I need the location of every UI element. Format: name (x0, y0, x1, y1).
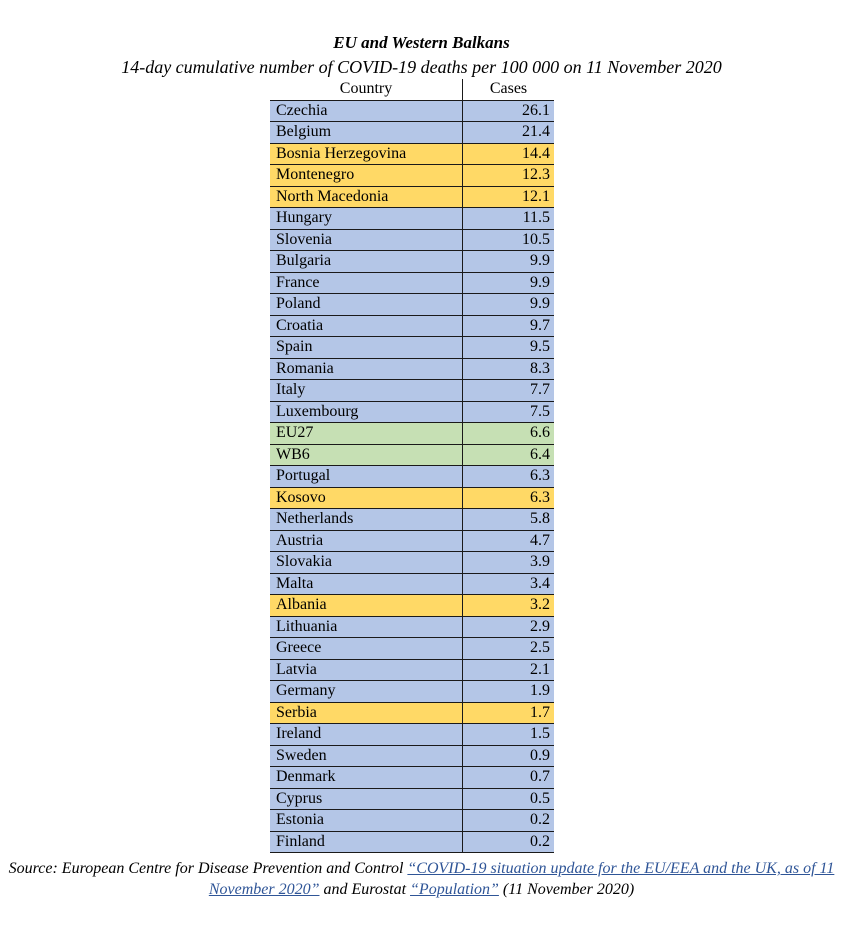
source-middle: and Eurostat (319, 881, 411, 898)
country-cell: Denmark (270, 767, 463, 789)
table-row (270, 724, 554, 746)
country-cell: Poland (270, 294, 463, 316)
cases-cell: 0.2 (463, 810, 555, 832)
cases-cell: 7.7 (463, 380, 555, 402)
country-cell: Austria (270, 530, 463, 552)
cases-cell: 12.1 (463, 186, 555, 208)
country-cell: Belgium (270, 122, 463, 144)
cases-cell: 9.9 (463, 251, 555, 273)
table-row (270, 165, 554, 187)
table-row (270, 229, 554, 251)
country-cell: Germany (270, 681, 463, 703)
country-cell: Hungary (270, 208, 463, 230)
table-header-row (270, 79, 554, 100)
cases-cell: 3.4 (463, 573, 555, 595)
country-cell: Lithuania (270, 616, 463, 638)
table-row (270, 487, 554, 509)
eurostat-population-link[interactable]: “Population” (410, 881, 499, 898)
table-row (270, 208, 554, 230)
cases-cell: 26.1 (463, 100, 555, 122)
cases-cell: 7.5 (463, 401, 555, 423)
country-cell: Latvia (270, 659, 463, 681)
table-row (270, 143, 554, 165)
cases-cell: 6.6 (463, 423, 555, 445)
cases-cell: 8.3 (463, 358, 555, 380)
table-row (270, 831, 554, 853)
table-row (270, 423, 554, 445)
cases-cell: 1.7 (463, 702, 555, 724)
table-row (270, 444, 554, 466)
cases-cell: 6.4 (463, 444, 555, 466)
table-row (270, 788, 554, 810)
table-row (270, 466, 554, 488)
country-cell: Malta (270, 573, 463, 595)
cases-cell: 2.5 (463, 638, 555, 660)
table-row (270, 595, 554, 617)
country-cell: Finland (270, 831, 463, 853)
country-cell: Slovakia (270, 552, 463, 574)
country-cell: Czechia (270, 100, 463, 122)
table-row (270, 315, 554, 337)
table-row (270, 380, 554, 402)
country-cell: Kosovo (270, 487, 463, 509)
cases-cell: 0.9 (463, 745, 555, 767)
cases-cell: 6.3 (463, 487, 555, 509)
country-cell: Montenegro (270, 165, 463, 187)
country-cell: Netherlands (270, 509, 463, 531)
country-cell: Croatia (270, 315, 463, 337)
country-cell: Romania (270, 358, 463, 380)
cases-cell: 9.7 (463, 315, 555, 337)
table-row (270, 745, 554, 767)
cases-cell: 3.2 (463, 595, 555, 617)
country-cell: Ireland (270, 724, 463, 746)
table-row (270, 681, 554, 703)
cases-cell: 0.7 (463, 767, 555, 789)
table-row (270, 573, 554, 595)
cases-cell: 2.9 (463, 616, 555, 638)
table-row (270, 702, 554, 724)
source-note (0, 858, 843, 900)
country-cell: Greece (270, 638, 463, 660)
table-row (270, 100, 554, 122)
cases-cell: 9.5 (463, 337, 555, 359)
table-row (270, 552, 554, 574)
table-body (270, 100, 554, 853)
ecdc-report-link[interactable]: “COVID-19 situation update for the EU/EEA and the UK, as of 11 November 2020” (208, 860, 835, 898)
table-row (270, 294, 554, 316)
cases-cell: 0.5 (463, 788, 555, 810)
country-cell: Slovenia (270, 229, 463, 251)
country-cell: North Macedonia (270, 186, 463, 208)
country-column-header: Country (270, 79, 463, 100)
cases-cell: 1.9 (463, 681, 555, 703)
cases-cell: 14.4 (463, 143, 555, 165)
country-cell: WB6 (270, 444, 463, 466)
country-cell: Bosnia Herzegovina (270, 143, 463, 165)
cases-cell: 6.3 (463, 466, 555, 488)
country-cell: Albania (270, 595, 463, 617)
country-cell: Sweden (270, 745, 463, 767)
table-row (270, 530, 554, 552)
cases-cell: 10.5 (463, 229, 555, 251)
table-row (270, 616, 554, 638)
table-row (270, 810, 554, 832)
country-cell: Luxembourg (270, 401, 463, 423)
cases-cell: 0.2 (463, 831, 555, 853)
source-prefix: Source: European Centre for Disease Prevention and Control (8, 860, 408, 877)
table-row (270, 509, 554, 531)
cases-cell: 3.9 (463, 552, 555, 574)
cases-cell: 9.9 (463, 294, 555, 316)
cases-cell: 2.1 (463, 659, 555, 681)
country-cell: Bulgaria (270, 251, 463, 273)
country-cell: Italy (270, 380, 463, 402)
cases-cell: 11.5 (463, 208, 555, 230)
cases-cell: 1.5 (463, 724, 555, 746)
cases-cell: 12.3 (463, 165, 555, 187)
country-cell: Spain (270, 337, 463, 359)
table-row (270, 186, 554, 208)
table-row (270, 401, 554, 423)
country-cell: Serbia (270, 702, 463, 724)
table-row (270, 659, 554, 681)
table-row (270, 767, 554, 789)
cases-cell: 21.4 (463, 122, 555, 144)
country-cell: Portugal (270, 466, 463, 488)
table-row (270, 638, 554, 660)
table-title: EU and Western Balkans (333, 33, 510, 52)
cases-cell: 9.9 (463, 272, 555, 294)
cases-column-header: Cases (463, 79, 555, 100)
table-row (270, 251, 554, 273)
country-cell: Cyprus (270, 788, 463, 810)
table-subtitle: 14-day cumulative number of COVID-19 deaths per 100 000 on 11 November 2020 (121, 57, 722, 77)
cases-cell: 5.8 (463, 509, 555, 531)
table-row (270, 337, 554, 359)
covid-deaths-table (270, 79, 554, 853)
table-row (270, 272, 554, 294)
country-cell: France (270, 272, 463, 294)
source-suffix: (11 November 2020) (498, 881, 635, 898)
country-cell: Estonia (270, 810, 463, 832)
table-row (270, 358, 554, 380)
cases-cell: 4.7 (463, 530, 555, 552)
table-row (270, 122, 554, 144)
country-cell: EU27 (270, 423, 463, 445)
